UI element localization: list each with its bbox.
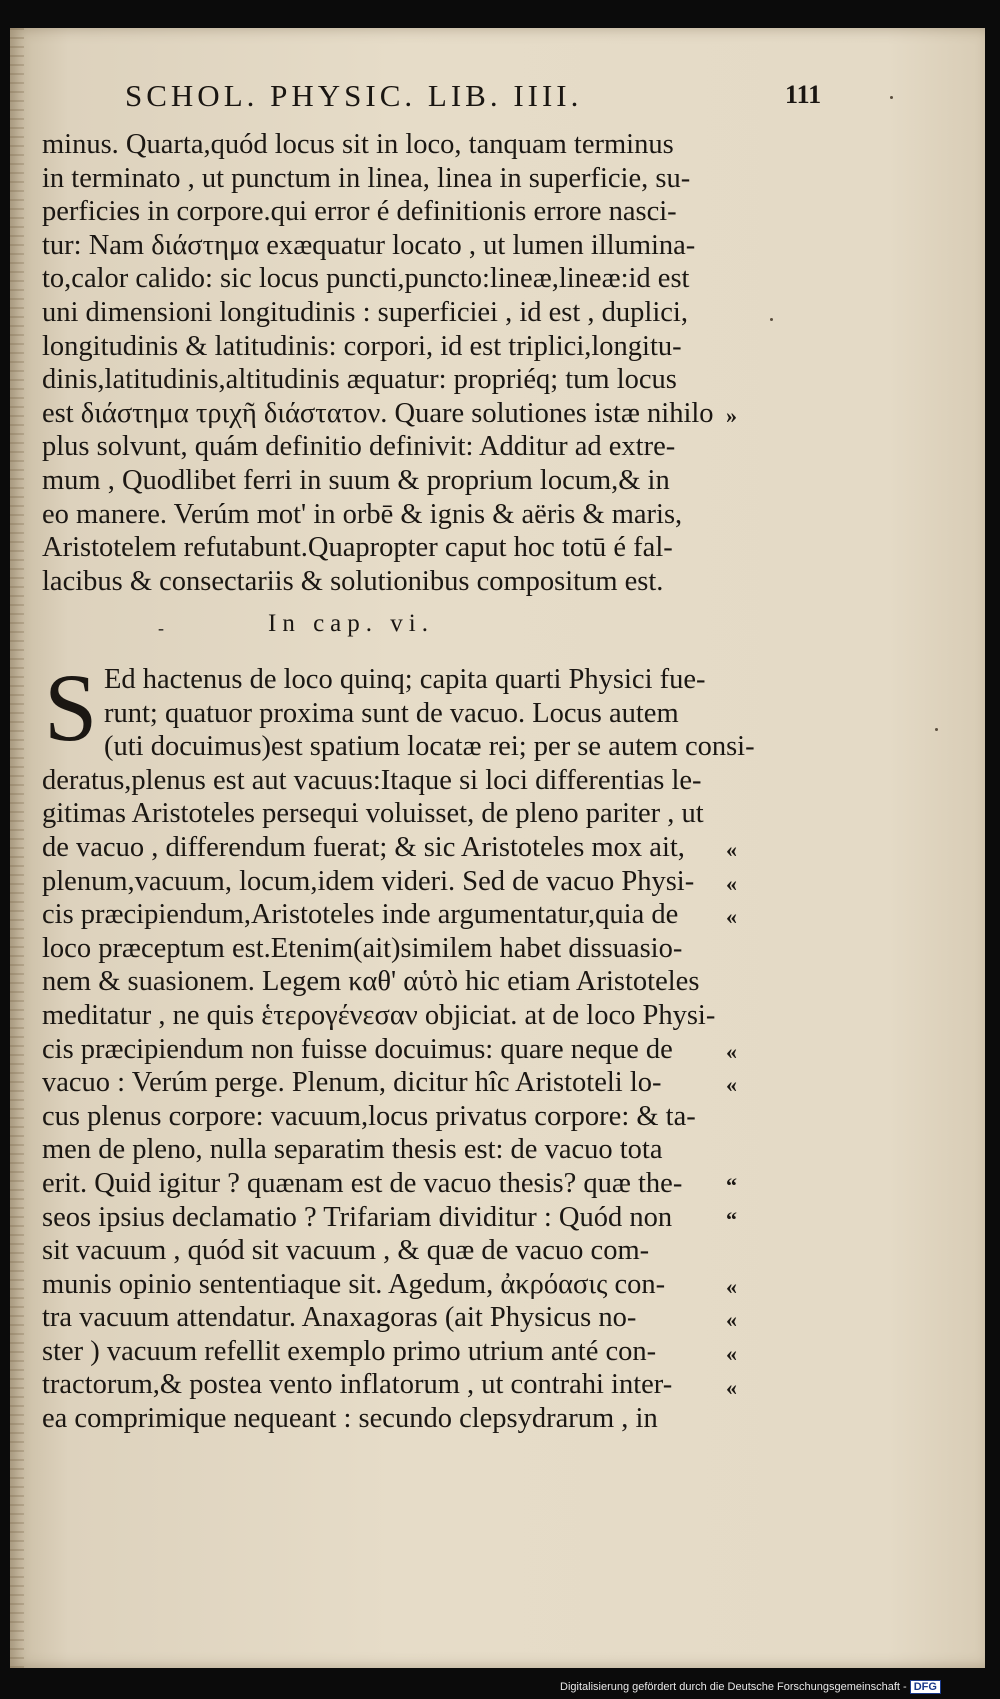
text-line: vacuo : Verúm perge. Plenum, dicitur hîc Aristoteli lo- (42, 1067, 662, 1099)
text-line: loco præceptum est.Etenim(ait)similem habet dissuasio- (42, 932, 683, 964)
text-line: (uti docuimus)est spatium locatæ rei; per se autem consi- (104, 731, 755, 763)
text-line: erit. Quid igitur ? quænam est de vacuo thesis? quæ the- (42, 1167, 683, 1199)
text-line: dinis,latitudinis,altitudinis æquatur: propriéq; tum locus (42, 364, 677, 396)
text-line: to,calor calido: sic locus puncti,puncto:lineæ,lineæ:id est (42, 263, 690, 295)
digitization-credit (560, 1680, 941, 1694)
text-line: tractorum,& postea vento inflatorum , ut contrahi inter- (42, 1369, 673, 1401)
margin-mark: “ (726, 1173, 737, 1198)
chapter-heading: In cap. vi. (268, 610, 434, 637)
dfg-logo: DFG (910, 1680, 941, 1694)
page-gutter (10, 28, 24, 1668)
text-block-2 (42, 663, 755, 1436)
text-line: mum , Quodlibet ferri in suum & proprium locum,& in (42, 464, 670, 496)
text-line: cus plenus corpore: vacuum,locus privatus corpore: & ta- (42, 1100, 696, 1132)
drop-capital: S (44, 654, 98, 761)
running-title: SCHOL. PHYSIC. LIB. IIII. (125, 78, 583, 113)
text-line: longitudinis & latitudinis: corpori, id est triplici,longitu- (42, 330, 682, 362)
margin-mark: « (726, 837, 737, 862)
text-line: eo manere. Verúm mot' in orbē & ignis & aëris & maris, (42, 498, 683, 530)
text-line: plenum,vacuum, locum,idem videri. Sed de vacuo Physi- (42, 865, 695, 897)
text-line: men de pleno, nulla separatim thesis est: de vacuo tota (42, 1134, 663, 1166)
margin-mark: « (726, 1072, 737, 1098)
margin-mark: « (726, 1307, 737, 1333)
margin-mark: » (726, 402, 737, 428)
text-line: seos ipsius declamatio ? Trifariam dividitur : Quód non (42, 1201, 673, 1233)
text-line: cis præcipiendum non fuisse docuimus: quare neque de (42, 1033, 673, 1065)
page-number: 111 (785, 80, 822, 109)
margin-mark: “ (726, 1206, 737, 1232)
text-line: tur: Nam διάστημα exæquatur locato , ut lumen illumina- (42, 229, 696, 261)
text-line: est διάστημα τριχῆ διάστατον. Quare solutiones istæ nihilo (42, 397, 714, 429)
text-line: sit vacuum , quód sit vacuum , & quæ de vacuo com- (42, 1235, 650, 1267)
text-line: in terminato , ut punctum in linea, linea in superficie, su- (42, 162, 691, 194)
text-line: lacibus & consectariis & solutionibus compositum est. (42, 565, 664, 597)
text-line: deratus,plenus est aut vacuus:Itaque si loci differentias le- (42, 764, 702, 796)
paper-speck (770, 318, 773, 321)
text-line: cis præcipiendum,Aristoteles inde argumentatur,quia de (42, 899, 679, 931)
text-line: ea comprimique nequeant : secundo clepsydrarum , in (42, 1403, 658, 1435)
text-line: munis opinio sententiaque sit. Agedum, ἀκρόασις con- (42, 1268, 666, 1300)
text-line: uni dimensioni longitudinis : superficiei , id est , duplici, (42, 296, 688, 328)
margin-mark: « (726, 1038, 737, 1064)
margin-mark: « (726, 1273, 737, 1299)
text-line: de vacuo , differendum fuerat; & sic Aristoteles mox ait, (42, 831, 685, 863)
text-line: ster ) vacuum refellit exemplo primo utrium anté con- (42, 1335, 657, 1367)
margin-mark: « (726, 1374, 737, 1400)
margin-mark: « (726, 870, 737, 896)
text-line: tra vacuum attendatur. Anaxagoras (ait Physicus no- (42, 1302, 637, 1334)
text-line: runt; quatuor proxima sunt de vacuo. Locus autem (104, 697, 679, 729)
paper-speck (935, 728, 938, 731)
margin-mark: « (726, 1341, 737, 1366)
text-line: Aristotelem refutabunt.Quapropter caput hoc totū é fal- (42, 532, 673, 564)
text-line: minus. Quarta,quód locus sit in loco, tanquam terminus (42, 129, 674, 160)
text-line: perficies in corpore.qui error é definitionis errore nasci- (42, 196, 677, 228)
margin-mark: « (726, 904, 737, 930)
text-line: plus solvunt, quám definitio definivit: Additur ad extre- (42, 431, 676, 463)
text-line: nem & suasionem. Legem καθ' αὑτὸ hic etiam Aristoteles (42, 966, 700, 998)
text-block-1 (42, 128, 732, 598)
text-line: meditatur , ne quis ἑτερογένεσαν objiciat. at de loco Physi- (42, 999, 716, 1031)
credit-text: Digitalisierung gefördert durch die Deutsche Forschungsgemeinschaft - (560, 1681, 907, 1693)
paper-speck (890, 96, 893, 99)
text-line: Ed hactenus de loco quinq; capita quarti Physici fue- (104, 664, 706, 695)
text-line: gitimas Aristoteles persequi voluisset, de pleno pariter , ut (42, 798, 704, 830)
heading-dot: - (158, 618, 164, 638)
